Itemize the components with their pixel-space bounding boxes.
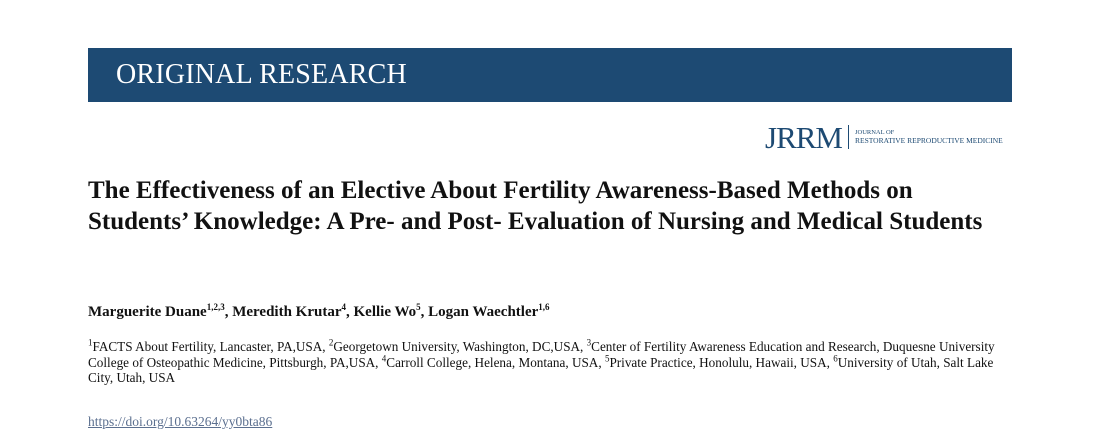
affiliation-number: 3 [586,337,592,348]
author-name: Meredith Krutar [232,304,342,320]
affiliation-number: 2 [328,337,334,348]
author-separator: , [420,304,429,320]
author-separator: , [224,304,233,320]
affiliation-text: Carroll College, Helena, Montana, USA, [386,354,605,370]
author-affiliation-numbers: 5 [416,302,421,312]
author-name: Marguerite Duane [88,304,207,320]
logo-divider [848,125,849,149]
journal-logo [765,120,1003,154]
author-affiliation-numbers: 1,2,3 [206,302,225,312]
journal-logo-mark: JRRM [765,119,842,155]
author-list [88,304,550,321]
author-separator: , [346,304,354,320]
affiliations [88,339,998,386]
affiliation-number: 6 [833,353,838,364]
author-name: Logan Waechtler [428,304,539,320]
affiliation-text: Private Practice, Honolulu, Hawaii, USA, [609,354,834,370]
article-title: The Effectiveness of an Elective About Fertility Awareness-Based Methods on Students’ Knowledge: A Pre- and Post- Evaluation of Nursing and Medical Students [88,177,983,235]
affiliation-number: 1 [88,337,93,348]
affiliation-number: 4 [381,353,387,364]
journal-logo-line2: RESTORATIVE REPRODUCTIVE MEDICINE [854,136,1003,145]
affiliation-text: University of Utah, Salt Lake City, Utah, USA [88,354,994,385]
affiliation-text: Center of Fertility Awareness Education and Research, Duquesne University College of Osteopathic Medicine, Pittsburgh, PA,USA, [88,339,995,370]
affiliation-number: 5 [604,353,610,364]
author-name: Kellie Wo [353,304,417,320]
author-affiliation-numbers: 4 [341,302,346,312]
affiliation-text: Georgetown University, Washington, DC,USA, [333,339,587,354]
journal-logo-line1: JOURNAL OF [854,129,895,136]
journal-logo-subtitle [855,129,1003,145]
section-label: ORIGINAL RESEARCH [116,59,407,90]
section-banner [88,48,1012,102]
affiliation-line [88,339,998,386]
author-affiliation-numbers: 1,6 [538,302,550,312]
affiliation-text: FACTS About Fertility, Lancaster, PA,USA, [92,339,329,354]
doi-link[interactable]: https://doi.org/10.63264/yy0bta86 [88,414,273,429]
